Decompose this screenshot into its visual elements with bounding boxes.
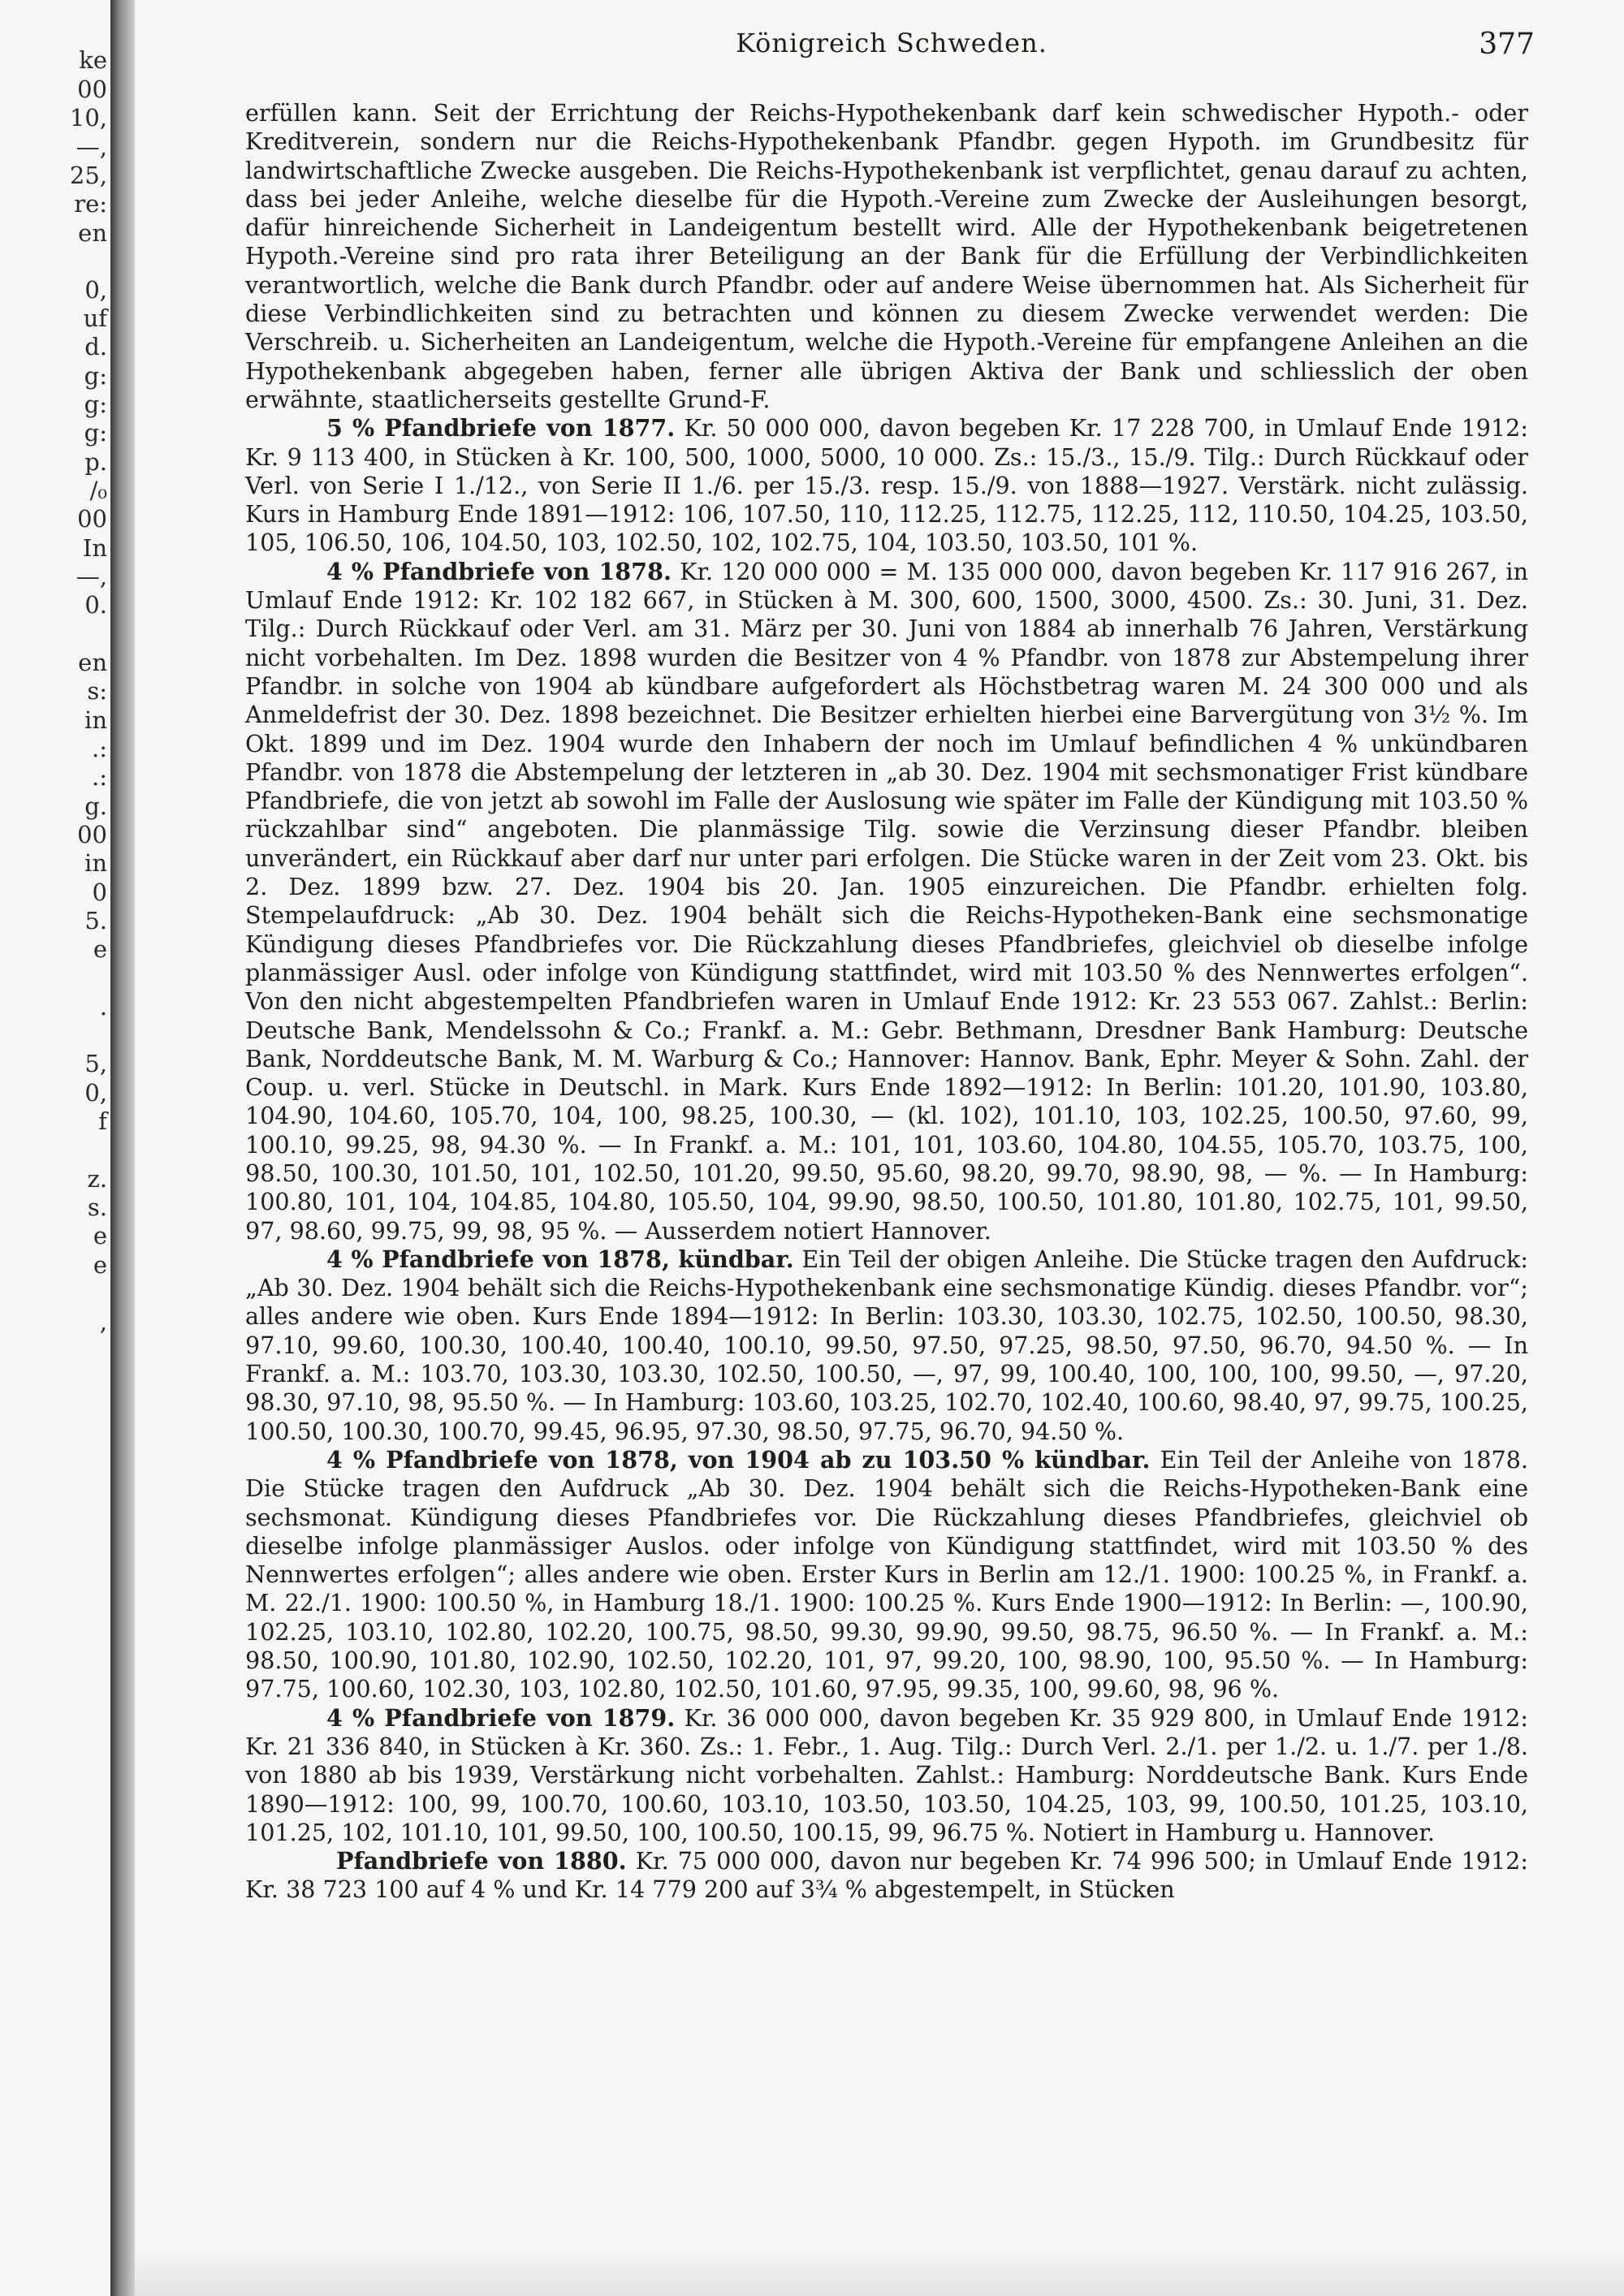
- margin-fragment: s.: [87, 1193, 107, 1221]
- margin-fragment: 25,: [69, 162, 107, 189]
- margin-fragment: .:: [92, 763, 107, 791]
- body-text: [245, 99, 1528, 1905]
- book-gutter: [110, 0, 135, 2296]
- margin-fragment: p.: [84, 448, 107, 476]
- margin-fragment: —,: [76, 133, 107, 161]
- margin-fragment: .: [99, 993, 107, 1021]
- margin-fragment: 5.: [84, 907, 107, 934]
- margin-fragment: s:: [87, 677, 107, 705]
- entry-pfandbriefe-1878-kuendbar: [245, 1245, 1528, 1446]
- margin-fragment: in: [84, 849, 107, 877]
- margin-fragment: g:: [84, 419, 107, 447]
- margin-fragment: en: [78, 219, 107, 247]
- margin-fragment: g:: [84, 362, 107, 390]
- entry-pfandbriefe-1877: [245, 414, 1528, 557]
- entry-pfandbriefe-1880: [245, 1847, 1528, 1905]
- entry-text: Ein Teil der Anleihe von 1878. Die Stücke tragen den Aufdruck „Ab 30. Dez. 1904 behält sich die Reichs-Hypotheken-Bank eine sechsmonat. Kündigung dieses Pfandbriefes vor. Die Rückzahlung dieses Pfandbriefes, gleichviel ob dieselbe infolge planmässiger Auslos. oder infolge von Kündigung stattfindet, wird mit 103.50 % des Nennwertes erfolgen“; alles andere wie oben. Erster Kurs in Berlin am 12./1. 1900: 100.25 %, in Frankf. a. M. 22./1. 1900: 100.50 %, in Hamburg 18./1. 1900: 100.25 %. Kurs Ende 1900—1912: In Berlin: —, 100.90, 102.25, 103.10, 102.80, 102.20, 100.75, 98.50, 99.30, 99.90, 99.50, 98.75, 96.50 %. — In Frankf. a. M.: 98.50, 100.90, 101.80, 102.90, 102.50, 102.20, 101, 97, 99.20, 100, 98.90, 100, 95.50 %. — In Hamburg: 97.75, 100.60, 102.30, 103, 102.80, 102.50, 101.60, 97.95, 99.35, 100, 99.60, 98, 96 %.: [245, 1445, 1528, 1703]
- margin-fragment: e: [93, 1251, 107, 1279]
- page-header: [248, 28, 1535, 63]
- margin-fragment: ,: [99, 1308, 107, 1336]
- entry-heading: 5 % Pfandbriefe von 1877.: [326, 414, 676, 442]
- margin-fragment: .:: [92, 735, 107, 762]
- margin-fragment: ke: [79, 46, 107, 74]
- paragraph-text: erfüllen kann. Seit der Errichtung der Reichs-Hypothekenbank darf kein schwedischer Hypoth.- oder Kreditverein, sondern nur die Reichs-Hypothekenbank Pfandbr. gegen Hypoth. im Grundbesitz für landwirtschaftliche Zwecke ausgeben. Die Reichs-Hypothekenbank ist verpflichtet, genau darauf zu achten, dass bei jeder Anleihe, welche dieselbe für die Hypoth.-Vereine zum Zwecke der Ausleihungen besorgt, dafür hinreichende Sicherheit in Landeigentum bestellt wird. Alle der Hypothekenbank beigetretenen Hypoth.-Vereine sind pro rata ihrer Beteiligung an der Bank für die Erfüllung der Verbindlichkeiten verantwortlich, welche die Bank durch Pfandbr. oder auf andere Weise übernommen hat. Als Sicherheit für diese Verbindlichkeiten sind zu betrachten und können zu diesem Zwecke verwendet werden: Die Verschreib. u. Sicherheiten an Landeigentum, welche die Hypoth.-Vereine für empfangene Anleihen an die Hypothekenbank abgegeben haben, ferner alle übrigen Aktiva der Bank und schliesslich der oben erwähnte, staatlicherseits gestellte Grund-F.: [245, 99, 1528, 413]
- margin-fragment: 00: [77, 821, 107, 848]
- margin-fragment: in: [84, 706, 107, 734]
- entry-heading: 4 % Pfandbriefe von 1878, von 1904 ab zu 103.50 % kündbar.: [326, 1445, 1151, 1474]
- entry-heading: 4 % Pfandbriefe von 1878.: [326, 557, 672, 585]
- entry-heading: Pfandbriefe von 1880.: [336, 1847, 627, 1875]
- margin-fragment: e: [93, 935, 107, 963]
- entry-text: Ein Teil der obigen Anleihe. Die Stücke tragen den Aufdruck: „Ab 30. Dez. 1904 behält sich die Reichs-Hypothekenbank eine sechsmonatige Kündig. dieses Pfandbr. vor“; alles andere wie oben. Kurs Ende 1894—1912: In Berlin: 103.30, 103.30, 102.75, 102.50, 100.50, 98.30, 97.10, 99.60, 100.30, 100.40, 100.40, 100.10, 99.50, 97.50, 97.25, 98.50, 97.50, 96.70, 94.50 %. — In Frankf. a. M.: 103.70, 103.30, 103.30, 102.50, 100.50, —, 97, 99, 100.40, 100, 100, 100, 99.50, —, 97.20, 98.30, 97.10, 98, 95.50 %. — In Hamburg: 103.60, 103.25, 102.70, 102.40, 100.60, 98.40, 97, 99.75, 100.25, 100.50, 100.30, 100.70, 99.45, 96.95, 97.30, 98.50, 97.75, 96.70, 94.50 %.: [245, 1245, 1529, 1445]
- margin-fragment: 00: [77, 76, 107, 103]
- margin-fragment: en: [78, 649, 107, 676]
- margin-fragment: 0,: [84, 1079, 107, 1107]
- entry-text: Kr. 120 000 000 = M. 135 000 000, davon begeben Kr. 117 916 267, in Umlauf Ende 1912: Kr. 102 182 667, in Stücken à M. 300, 600, 1500, 3000, 4500. Zs.: 30. Juni, 31. Dez. Tilg.: Durch Rückkauf oder Verl. am 31. März per 30. Juni von 1884 ab innerhalb 76 Jahren, Verstärkung nicht vorbehalten. Im Dez. 1898 wurden die Besitzer von 4 % Pfandbr. von 1878 zur Abstempelung ihrer Pfandbr. in solche von 1904 ab kündbare aufgefordert als Höchstbetrag waren M. 24 300 000 und als Anmeldefrist der 30. Dez. 1898 bezeichnet. Die Besitzer erhielten hierbei eine Barvergütung von 3½ %. Im Okt. 1899 und im Dez. 1904 wurde den Inhabern der noch im Umlauf befindlichen 4 % unkündbaren Pfandbr. von 1878 die Abstempelung der letzteren in „ab 30. Dez. 1904 mit sechsmonatiger Frist kündbare Pfandbriefe, die von jetzt ab sowohl im Falle der Auslosung wie später im Falle der Kündigung mit 103.50 % rückzahlbar sind“ angeboten. Die planmässige Tilg. sowie die Verzinsung dieser Pfandbr. bleiben unverändert, ein Rückkauf aber darf nur unter pari erfolgen. Die Stücke waren in der Zeit vom 23. Okt. bis 2. Dez. 1899 bzw. 27. Dez. 1904 bis 20. Jan. 1905 einzureichen. Die Pfandbr. erhielten folg. Stempelaufdruck: „Ab 30. Dez. 1904 behält sich die Reichs-Hypotheken-Bank eine sechsmonatige Kündigung dieses Pfandbriefes vor. Die Rückzahlung dieses Pfandbriefes, gleichviel ob dieselbe infolge planmässiger Ausl. oder infolge von Kündigung stattfindet, wird mit 103.50 % des Nennwertes erfolgen“. Von den nicht abgestempelten Pfandbriefen waren in Umlauf Ende 1912: Kr. 23 553 067. Zahlst.: Berlin: Deutsche Bank, Mendelssohn & Co.; Frankf. a. M.: Gebr. Bethmann, Dresdner Bank Hamburg: Deutsche Bank, Norddeutsche Bank, M. M. Warburg & Co.; Hannover: Hannov. Bank, Ephr. Meyer & Sohn. Zahl. der Coup. u. verl. Stücke in Deutschl. in Mark. Kurs Ende 1892—1912: In Berlin: 101.20, 101.90, 103.80, 104.90, 104.60, 105.70, 104, 100, 98.25, 100.30, — (kl. 102), 101.10, 103, 102.25, 100.50, 97.60, 99, 100.10, 99.25, 98, 94.30 %. — In Frankf. a. M.: 101, 101, 103.60, 104.80, 104.55, 105.70, 103.75, 100, 98.50, 100.30, 101.50, 101, 102.50, 101.20, 99.50, 95.60, 98.20, 99.70, 98.90, 98, — %. — In Hamburg: 100.80, 101, 104, 104.85, 104.80, 105.50, 104, 99.90, 98.50, 100.50, 101.80, 101.80, 102.75, 101, 99.50, 97, 98.60, 99.75, 99, 98, 95 %. — Ausserdem notiert Hannover.: [245, 557, 1528, 1245]
- margin-fragment: re:: [74, 190, 107, 218]
- margin-fragment: 00: [77, 505, 107, 533]
- margin-fragment: d.: [84, 333, 107, 360]
- running-head: Königreich Schweden.: [736, 28, 1047, 58]
- page-number: 377: [1479, 28, 1535, 61]
- margin-fragment: 10,: [69, 104, 107, 132]
- margin-fragment: z.: [87, 1165, 107, 1193]
- previous-page-edge: [0, 0, 110, 2296]
- margin-fragment: /₀: [89, 477, 107, 504]
- entry-pfandbriefe-1878-ab-1904: [245, 1446, 1528, 1704]
- margin-fragment: In: [82, 534, 107, 562]
- margin-fragment: 0: [92, 878, 107, 906]
- margin-fragment: f: [98, 1107, 107, 1135]
- margin-fragment: g:: [84, 391, 107, 418]
- margin-fragment: 0.: [84, 591, 107, 619]
- entry-pfandbriefe-1878: [245, 558, 1528, 1245]
- page: [135, 0, 1624, 2296]
- margin-fragment: —,: [76, 563, 107, 590]
- intro-paragraph: [245, 99, 1528, 414]
- entry-text: Kr. 36 000 000, davon begeben Kr. 35 929 800, in Umlauf Ende 1912: Kr. 21 336 840, in Stücken à Kr. 360. Zs.: 1. Febr., 1. Aug. Tilg.: Durch Verl. 2./1. per 1./2. u. 1./7. per 1./8. von 1880 ab bis 1939, Verstärkung nicht vorbehalten. Zahlst.: Hamburg: Norddeutsche Bank. Kurs Ende 1890—1912: 100, 99, 100.70, 100.60, 103.10, 103.50, 103.50, 104.25, 103, 99, 100.50, 101.25, 103.10, 101.25, 102, 101.10, 101, 99.50, 100, 100.50, 100.15, 99, 96.75 %. Notiert in Hamburg u. Hannover.: [245, 1703, 1528, 1846]
- margin-fragment: uf: [83, 304, 107, 332]
- entry-pfandbriefe-1879: [245, 1704, 1528, 1847]
- entry-heading: 4 % Pfandbriefe von 1879.: [326, 1703, 676, 1732]
- margin-fragment: e: [93, 1222, 107, 1249]
- entry-text: Kr. 50 000 000, davon begeben Kr. 17 228 700, in Umlauf Ende 1912: Kr. 9 113 400, in Stücken à Kr. 100, 500, 1000, 5000, 10 000. Zs.: 15./3., 15./9. Tilg.: Durch Rückkauf oder Verl. von Serie I 1./12., von Serie II 1./6. per 15./3. resp. 15./9. von 1888—1927. Verstärk. nicht zulässig. Kurs in Hamburg Ende 1891—1912: 106, 107.50, 110, 112.25, 112.75, 112.25, 112, 110.50, 104.25, 103.50, 105, 106.50, 106, 104.50, 103, 102.50, 102, 102.75, 104, 103.50, 103.50, 101 %.: [245, 414, 1528, 557]
- margin-fragment: g.: [84, 792, 107, 820]
- page-bottom-shadow: [135, 2247, 1624, 2296]
- entry-text: Kr. 75 000 000, davon nur begeben Kr. 74 996 500; in Umlauf Ende 1912: Kr. 38 723 100 auf 4 % und Kr. 14 779 200 auf 3¾ % abgestempelt, in Stücken: [245, 1847, 1529, 1904]
- margin-fragment: 0,: [84, 276, 107, 304]
- margin-fragment: 5,: [84, 1050, 107, 1077]
- entry-heading: 4 % Pfandbriefe von 1878, kündbar.: [326, 1245, 794, 1273]
